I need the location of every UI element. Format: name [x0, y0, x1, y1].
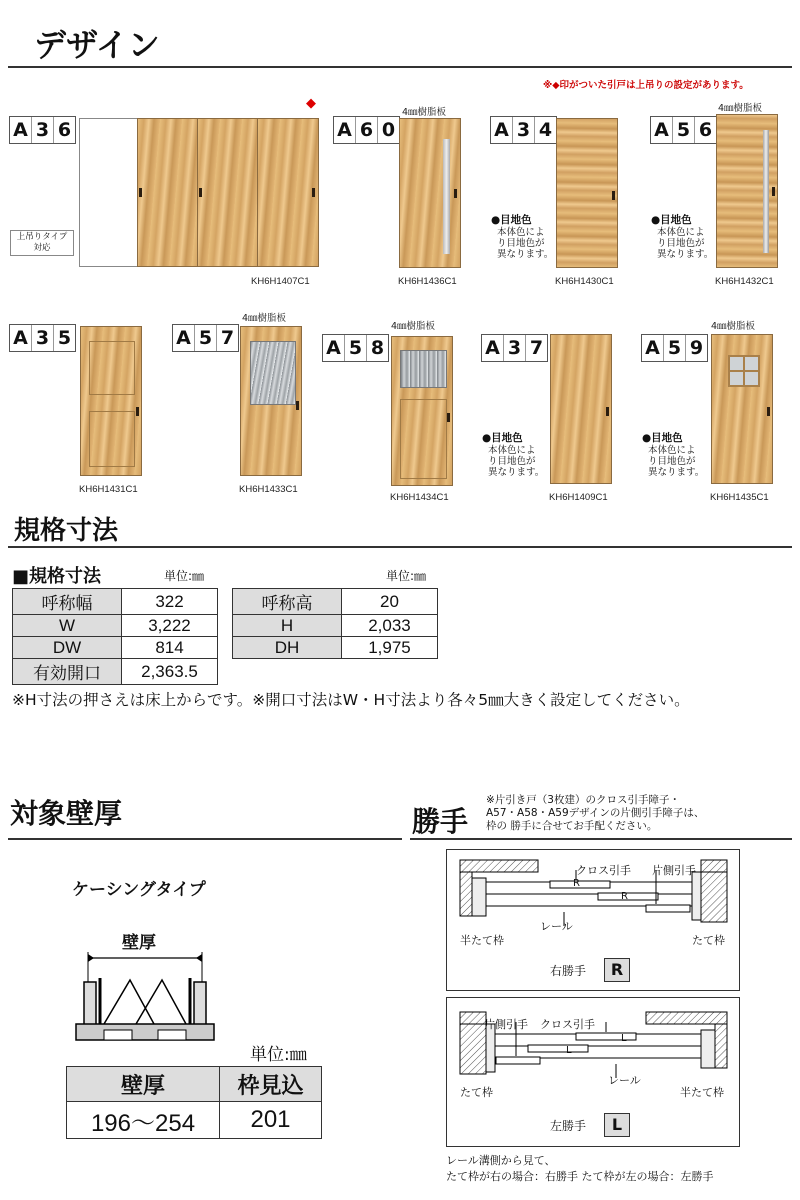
product-id-a56: KH6H1432C1	[715, 276, 774, 287]
product-id-a35: KH6H1431C1	[79, 484, 138, 495]
product-code-a35: A 3 5	[9, 324, 76, 352]
product-code-a58: A 5 8	[322, 334, 389, 362]
hand-title-rule	[410, 838, 792, 840]
joint-note-a37: ●目地色 本体色によ り目地色が 異なります。	[482, 432, 545, 478]
right-cross-label: クロス引手	[576, 864, 631, 877]
joint-note-a56: ●目地色 本体色によ り目地色が 異なります。	[651, 214, 714, 260]
product-id-a37: KH6H1409C1	[549, 492, 608, 503]
hand-footer-1: レール溝側から見て、	[446, 1154, 556, 1167]
left-marker-l2: L	[566, 1045, 572, 1056]
left-frame-label: たて枠	[460, 1086, 493, 1099]
product-id-a59: KH6H1435C1	[710, 492, 769, 503]
right-half-frame-label: 半たて枠	[460, 934, 504, 947]
product-code-a56: A 5 6	[650, 116, 717, 144]
table-row: DH 1,975	[233, 637, 438, 659]
hanging-note: ※◆印がついた引戸は上吊りの設定があります。	[543, 80, 749, 91]
door-image-a56	[716, 114, 778, 268]
design-title-rule	[8, 66, 792, 68]
resin-label-a60: 4㎜樹脂板	[402, 107, 447, 118]
wall-title: 対象壁厚	[10, 797, 123, 830]
right-rail-label: レール	[540, 920, 573, 933]
right-marker-r1: R	[573, 878, 580, 889]
table-row: W 3,222	[13, 615, 218, 637]
wall-thickness-label: 壁厚	[122, 933, 156, 953]
table-row: 呼称幅 322	[13, 589, 218, 615]
spec-unit-left: 単位:㎜	[164, 569, 205, 583]
spec-title: 規格寸法	[14, 516, 119, 546]
left-rail-label: レール	[608, 1074, 641, 1087]
spec-footnote: ※H寸法の押さえは床上からです。※開口寸法はW・H寸法より各々5㎜大きく設定してください。	[12, 691, 690, 709]
door-image-a57	[240, 326, 302, 476]
product-code-a59: A 5 9	[641, 334, 708, 362]
resin-label-a58: 4㎜樹脂板	[391, 321, 436, 332]
wall-section-diagram	[70, 950, 220, 1050]
hand-footer-2: たて枠が右の場合：右勝手 たて枠が左の場合：左勝手	[446, 1170, 714, 1183]
spec-table-width	[12, 588, 218, 685]
hand-title: 勝手	[412, 805, 469, 838]
wall-unit: 単位:㎜	[250, 1045, 307, 1065]
product-id-a36: KH6H1407C1	[251, 276, 310, 287]
resin-label-a59: 4㎜樹脂板	[711, 321, 756, 332]
table-row: 196〜254 201	[67, 1102, 322, 1139]
door-image-a35	[80, 326, 142, 476]
resin-label-a57: 4㎜樹脂板	[242, 313, 287, 324]
wall-table	[66, 1066, 322, 1139]
left-cross-label: クロス引手	[540, 1018, 595, 1031]
door-image-a36	[79, 118, 319, 267]
wall-title-rule	[8, 838, 402, 840]
product-code-a57: A 5 7	[172, 324, 239, 352]
right-hand-letter: R	[604, 958, 630, 982]
door-image-a60	[399, 118, 461, 268]
diamond-mark: ◆	[306, 96, 316, 111]
table-row: DW 814	[13, 637, 218, 659]
left-marker-l1: L	[621, 1033, 627, 1044]
joint-note-a59: ●目地色 本体色によ り目地色が 異なります。	[642, 432, 705, 478]
spec-table-height	[232, 588, 438, 659]
joint-note-a34: ●目地色 本体色によ り目地色が 異なります。	[491, 214, 554, 260]
right-frame-label: たて枠	[692, 934, 725, 947]
product-id-a58: KH6H1434C1	[390, 492, 449, 503]
hand-note: ※片引き戸（3枚建）のクロス引手障子・ A57・A58・A59デザインの片側引手障子は、 枠の 勝手に合せてお手配ください。	[486, 794, 705, 832]
spec-title-rule	[8, 546, 792, 548]
casing-type-label: ケーシングタイプ	[72, 880, 206, 900]
spec-unit-right: 単位:㎜	[386, 569, 427, 583]
right-marker-r2: R	[621, 891, 628, 902]
table-row: 壁厚 枠見込	[67, 1067, 322, 1102]
product-id-a34: KH6H1430C1	[555, 276, 614, 287]
right-hand-label: 右勝手	[550, 964, 587, 978]
right-side-label: 片側引手	[652, 864, 696, 877]
left-hand-letter: L	[604, 1113, 630, 1137]
left-hand-label: 左勝手	[550, 1119, 587, 1133]
hanging-type-label: 上吊りタイプ 対応	[10, 230, 74, 256]
table-row: 呼称高 20	[233, 589, 438, 615]
product-id-a57: KH6H1433C1	[239, 484, 298, 495]
product-id-a60: KH6H1436C1	[398, 276, 457, 287]
spec-subtitle: ■規格寸法	[12, 566, 102, 587]
door-image-a59	[711, 334, 773, 484]
resin-label-a56: 4㎜樹脂板	[718, 103, 763, 114]
product-code-a37: A 3 7	[481, 334, 548, 362]
left-half-frame-label: 半たて枠	[680, 1086, 724, 1099]
product-code-a36: A 3 6	[9, 116, 76, 144]
door-image-a34	[556, 118, 618, 268]
table-row: 有効開口 2,363.5	[13, 659, 218, 685]
product-code-a34: A 3 4	[490, 116, 557, 144]
table-row: H 2,033	[233, 615, 438, 637]
left-side-label: 片側引手	[484, 1018, 528, 1031]
door-image-a58	[391, 336, 453, 486]
design-title: デザイン	[34, 26, 160, 64]
door-image-a37	[550, 334, 612, 484]
product-code-a60: A 6 0	[333, 116, 400, 144]
